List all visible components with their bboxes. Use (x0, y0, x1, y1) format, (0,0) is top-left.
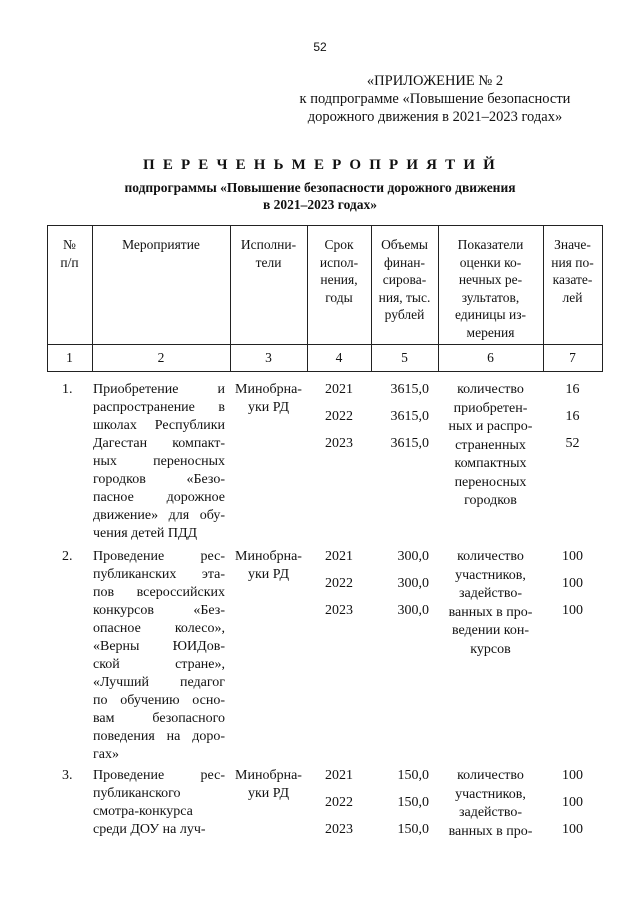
activity-line: городков «Безо- (93, 472, 225, 487)
text-line: Исполни- (240, 237, 297, 252)
text-line: единицы из- (454, 307, 527, 322)
document-subtitle-line-2: в 2021–2023 годах» (262, 197, 378, 212)
indicator-line: городков (464, 493, 517, 508)
indicator-line: количество (457, 382, 524, 397)
indicator-value: 100 (562, 603, 583, 618)
text-line: зультатов, (461, 289, 520, 305)
indicator-line: количество (457, 768, 524, 783)
activity-line: ных переносных (93, 454, 225, 469)
text-line: Значе- (554, 237, 591, 252)
executor-line: Минобрна- (235, 768, 302, 783)
text-line: казате- (552, 272, 593, 287)
year-value: 2022 (325, 576, 353, 591)
text-line: Мероприятие (122, 237, 200, 252)
executor-line: Минобрна- (235, 549, 302, 564)
text-line: финан- (384, 254, 425, 270)
activity-line: чения детей ПДД (93, 526, 198, 541)
activity-line: школах Республики (93, 418, 225, 433)
activity-line: публиканских эта- (93, 567, 225, 582)
funding-amount: 300,0 (397, 576, 429, 591)
header-funding (371, 236, 438, 324)
indicator-line: участников, (455, 567, 526, 583)
header-executors (230, 236, 307, 271)
header-term (307, 236, 371, 306)
activity-line: поведения на доро- (93, 729, 225, 744)
text-line: сирова- (382, 272, 427, 287)
indicator-line: ванных в про- (448, 604, 533, 620)
text-line: оценки ко- (459, 254, 522, 270)
activity-line: ской стране», (93, 657, 225, 672)
indicator-line: приобретен- (453, 400, 528, 416)
activity-line: опасное колесо», (93, 621, 225, 636)
text-line: Объемы (381, 237, 428, 252)
year-value: 2021 (325, 768, 353, 783)
executor-text (230, 767, 307, 803)
activity-line: движение» для обу- (93, 508, 225, 523)
appendix-line-1: «ПРИЛОЖЕНИЕ № 2 (366, 73, 504, 89)
activity-line: пов всероссийских (93, 585, 225, 600)
activity-line: смотра-конкурса (93, 804, 193, 819)
activity-line: распространение в (93, 400, 225, 415)
text-line: тели (255, 254, 282, 270)
text-line: Показатели (457, 237, 524, 252)
indicator-line: компактных (454, 456, 527, 471)
col-number-4: 4 (335, 350, 343, 365)
activity-line: Проведение рес- (93, 549, 225, 564)
activity-line: конкурсов «Без- (93, 603, 225, 618)
col-number-2: 2 (157, 350, 165, 365)
col-number-1: 1 (66, 350, 73, 365)
text-line: п/п (60, 254, 79, 270)
text-line: лей (562, 289, 583, 305)
activity-text (93, 381, 225, 543)
text-line: испол- (319, 254, 359, 270)
text-line: годы (325, 289, 353, 305)
year-value: 2021 (325, 382, 353, 397)
indicator-value: 100 (562, 549, 583, 564)
activity-line: Приобретение и (93, 382, 225, 397)
text-line: нения, (320, 272, 358, 287)
indicator-line: ведении кон- (451, 623, 530, 638)
header-number (47, 236, 92, 271)
indicator-line: задейство- (458, 586, 523, 601)
indicator-line: ных и распро- (448, 419, 533, 434)
indicator-line: задейство- (458, 805, 523, 820)
indicator-value: 100 (562, 795, 583, 810)
executor-line: Минобрна- (235, 382, 302, 397)
text-line: мерения (466, 324, 515, 340)
header-activity (92, 236, 230, 254)
funding-amount: 300,0 (397, 603, 429, 618)
executor-line: уки РД (247, 400, 290, 415)
activity-line: гах» (93, 747, 119, 762)
indicator-line: ванных в про- (448, 823, 533, 839)
year-value: 2021 (325, 549, 353, 564)
header-indicators (438, 236, 543, 341)
activity-line: «Верны ЮИДов- (93, 639, 225, 654)
indicator-line: количество (457, 549, 524, 564)
funding-amount: 300,0 (397, 549, 429, 564)
text-line: № (63, 237, 76, 252)
indicator-text (438, 381, 543, 511)
document-subtitle-line-1: подпрограммы «Повышение безопасности дорожного движения (124, 180, 516, 195)
appendix-line-3: дорожного движения в 2021–2023 годах» (307, 109, 563, 125)
activity-line: публиканского (93, 786, 181, 801)
executor-text (230, 381, 307, 417)
indicator-value: 52 (565, 436, 580, 451)
year-value: 2023 (325, 603, 353, 618)
funding-amount: 150,0 (397, 768, 429, 783)
year-value: 2023 (325, 822, 353, 837)
text-line: Срок (324, 237, 354, 252)
indicator-line: участников, (455, 786, 526, 802)
year-value: 2022 (325, 409, 353, 424)
executor-line: уки РД (247, 567, 290, 582)
activity-line: «Лучший педагог (93, 675, 225, 690)
year-value: 2022 (325, 795, 353, 810)
executor-line: уки РД (247, 786, 290, 801)
text-line: рублей (384, 307, 425, 322)
indicator-value: 16 (565, 409, 580, 424)
funding-amount: 3615,0 (390, 436, 429, 451)
col-number-3: 3 (265, 350, 272, 365)
indicator-value: 100 (562, 576, 583, 591)
funding-amount: 3615,0 (390, 382, 429, 397)
indicator-value: 100 (562, 822, 583, 837)
text-line: ния по- (551, 254, 594, 270)
row-number: 2. (62, 549, 73, 564)
funding-amount: 150,0 (397, 822, 429, 837)
activity-line: по обучению осно- (93, 693, 225, 708)
funding-amount: 3615,0 (390, 409, 429, 424)
activity-line: Дагестан компакт- (93, 436, 225, 451)
year-value: 2023 (325, 436, 353, 451)
row-number: 3. (62, 768, 73, 783)
activity-line: Проведение рес- (93, 768, 225, 783)
indicator-value: 16 (565, 382, 580, 397)
indicator-text (438, 548, 543, 659)
col-number-5: 5 (401, 350, 408, 365)
executor-text (230, 548, 307, 584)
appendix-line-2: к подпрограмме «Повышение безопасности (299, 91, 571, 107)
activity-line: среди ДОУ на луч- (93, 822, 206, 837)
col-number-7: 7 (569, 350, 576, 365)
funding-amount: 150,0 (397, 795, 429, 810)
activity-text (93, 548, 225, 764)
activity-line: вам безопасного (93, 711, 225, 726)
indicator-text (438, 767, 543, 841)
text-line: нечных ре- (458, 272, 523, 287)
indicator-line: курсов (470, 641, 511, 657)
indicator-value: 100 (562, 768, 583, 783)
activity-text (93, 767, 225, 839)
activity-line: пасное дорожное (93, 490, 225, 505)
col-number-6: 6 (487, 350, 494, 365)
text-line: ния, тыс. (378, 289, 431, 305)
row-number: 1. (62, 382, 73, 397)
document-title: П Е Р Е Ч Е Н Ь М Е Р О П Р И Я Т И Й (143, 157, 497, 173)
indicator-line: страненных (455, 437, 526, 453)
page-number: 52 (313, 40, 327, 54)
indicator-line: переносных (454, 474, 527, 490)
header-values (543, 236, 602, 306)
